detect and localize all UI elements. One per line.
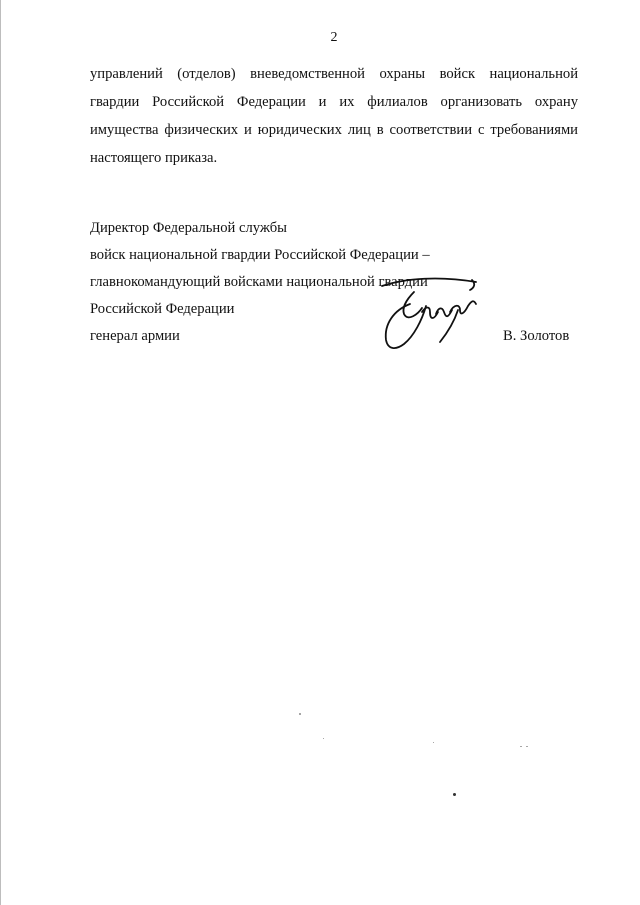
signatory-rank: генерал армии xyxy=(90,328,180,344)
body-line: гвардии Российской Федерации и их филиалов организовать охрану xyxy=(90,94,578,110)
body-line: управлений (отделов) вневедомственной охраны войск национальной xyxy=(90,66,578,82)
body-paragraph xyxy=(90,60,578,172)
signatory-title-line: Директор Федеральной службы xyxy=(90,220,287,236)
page-edge-line xyxy=(0,0,1,905)
scan-speck xyxy=(526,746,528,747)
scan-speck xyxy=(299,713,301,715)
scan-speck xyxy=(323,738,324,739)
handwritten-signature-icon xyxy=(376,270,486,354)
page-number: 2 xyxy=(330,30,338,45)
signatory-title-line: Российской Федерации xyxy=(90,301,235,317)
scan-speck xyxy=(433,742,434,743)
body-line: имущества физических и юридических лиц в соответствии с требованиями xyxy=(90,122,578,138)
body-line: настоящего приказа. xyxy=(90,150,218,166)
signatory-name: В. Золотов xyxy=(503,328,570,344)
scan-speck xyxy=(520,746,522,747)
signatory-title-line: войск национальной гвардии Российской Федерации – xyxy=(90,247,430,263)
signatory-title-line: главнокомандующий войсками национальной гвардии xyxy=(90,274,428,290)
scan-speck xyxy=(453,793,456,796)
